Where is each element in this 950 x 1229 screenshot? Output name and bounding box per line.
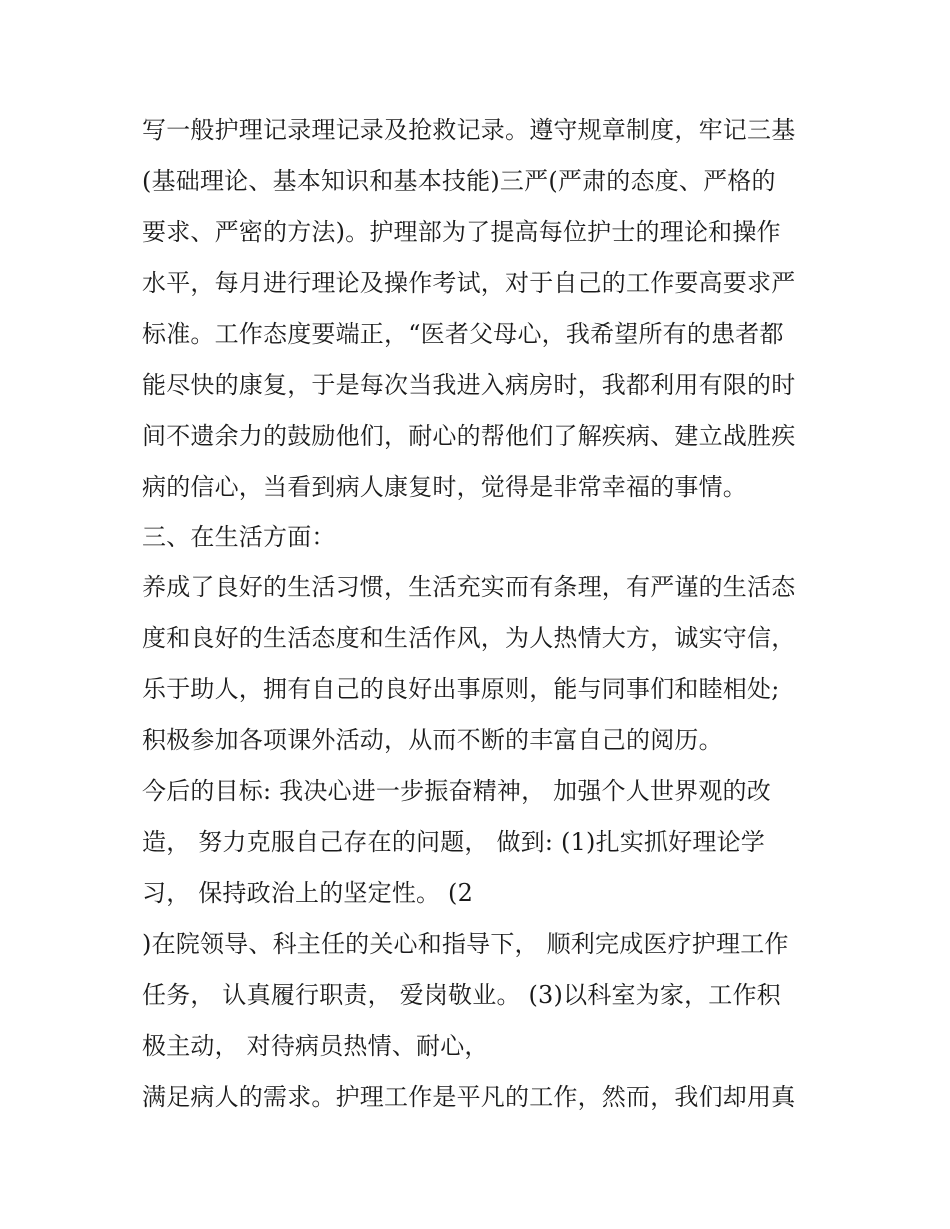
text-line: 任务， 认真履行职责， 爱岗敬业。 (3)以科室为家，工作积 [142, 981, 781, 1009]
section-heading: 三、在生活方面： [142, 523, 336, 551]
text-line: 要求、严密的方法)。护理部为了提高每位护士的理论和操作 [142, 218, 781, 246]
text-line: 度和良好的生活态度和生活作风，为人热情大方，诚实守信， [142, 624, 796, 652]
text-line: 习， 保持政治上的坚定性。 (2 [142, 879, 474, 907]
text-line: 标准。工作态度要端正，“医者父母心，我希望所有的患者都 [142, 320, 784, 348]
text-line: 养成了良好的生活习惯，生活充实而有条理，有严谨的生活态 [142, 573, 796, 601]
text-line: 写一般护理记录理记录及抢救记录。遵守规章制度，牢记三基 [142, 116, 796, 144]
text-line: 满足病人的需求。护理工作是平凡的工作，然而，我们却用真 [142, 1083, 796, 1111]
text-line: 乐于助人，拥有自己的良好出事原则，能与同事们和睦相处; [142, 675, 780, 703]
text-line: 积极参加各项课外活动，从而不断的丰富自己的阅历。 [142, 726, 723, 754]
text-line: (基础理论、基本知识和基本技能)三严(严肃的态度、严格的 [142, 167, 776, 195]
text-line: 病的信心，当看到病人康复时，觉得是非常幸福的事情。 [142, 473, 747, 501]
text-line: 极主动， 对待病员热情、耐心， [142, 1032, 489, 1060]
text-line: 间不遗余力的鼓励他们，耐心的帮他们了解疾病、建立战胜疾 [142, 422, 796, 450]
text-line: )在院领导、科主任的关心和指导下， 顺利完成医疗护理工作 [142, 930, 789, 958]
text-line: 能尽快的康复，于是每次当我进入病房时，我都利用有限的时 [142, 371, 796, 399]
text-line: 水平，每月进行理论及操作考试，对于自己的工作要高要求严 [142, 269, 796, 297]
text-line: 今后的目标: 我决心进一步振奋精神， 加强个人世界观的改 [142, 777, 771, 805]
text-line: 造， 努力克服自己存在的问题， 做到: (1)扎实抓好理论学 [142, 828, 765, 856]
